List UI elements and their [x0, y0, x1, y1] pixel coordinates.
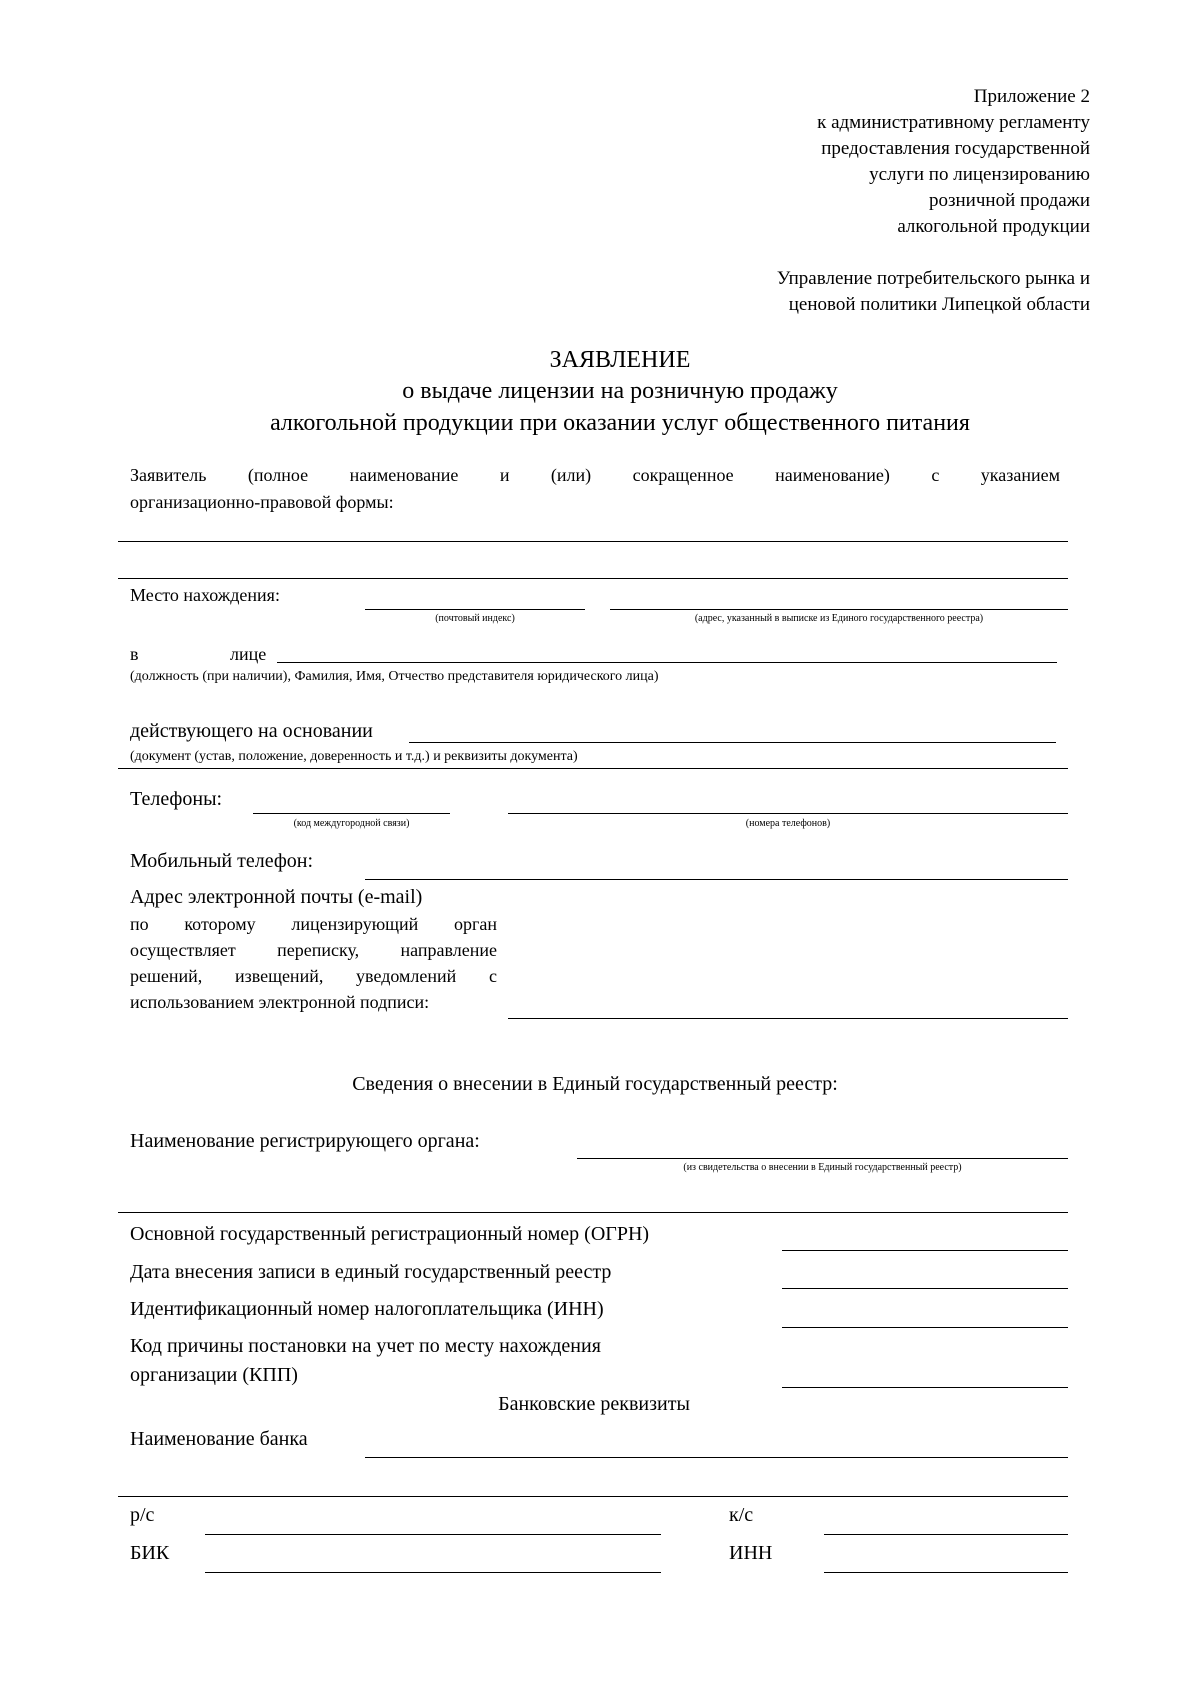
bank-name-field[interactable]: [365, 1427, 1068, 1458]
correspondent-account-field[interactable]: [824, 1504, 1068, 1535]
postal-code-caption: (почтовый индекс): [435, 613, 515, 624]
registry-date-label: Дата внесения записи в единый государственный реестр: [130, 1261, 612, 1283]
appendix-line: предоставления государственной: [821, 138, 1090, 159]
ogrn-field[interactable]: [782, 1220, 1068, 1251]
applicant-label: Заявитель (полное наименование и (или) сокращенное наименование) с указанием: [130, 465, 1060, 485]
bank-heading: Банковские реквизиты: [498, 1393, 690, 1415]
registration-body-field-line2[interactable]: [118, 1212, 1068, 1213]
basis-label: действующего на основании: [130, 720, 373, 742]
address-caption: (адрес, указанный в выписке из Единого государственного реестра): [694, 613, 984, 624]
bank-inn-field[interactable]: [824, 1542, 1068, 1573]
registry-date-field[interactable]: [782, 1258, 1068, 1289]
registry-heading: Сведения о внесении в Единый государственный реестр:: [352, 1073, 838, 1095]
ogrn-label: Основной государственный регистрационный номер (ОГРН): [130, 1223, 650, 1245]
location-label: Место нахождения:: [130, 585, 280, 605]
correspondent-account-label: к/с: [729, 1504, 754, 1526]
bik-label: БИК: [130, 1542, 170, 1564]
bik-field[interactable]: [205, 1542, 661, 1573]
inn-label: Идентификационный номер налогоплательщика (ИНН): [130, 1298, 604, 1320]
applicant-label-continued: организационно-правовой формы:: [130, 492, 394, 512]
kpp-field[interactable]: [782, 1357, 1068, 1388]
phone-numbers-field[interactable]: [508, 783, 1068, 814]
appendix-number: Приложение 2: [973, 86, 1090, 107]
inn-field[interactable]: [782, 1297, 1068, 1328]
phone-code-field[interactable]: [253, 783, 450, 814]
registration-body-caption: (из свидетельства о внесении в Единый государственный реестр): [683, 1162, 962, 1173]
authority-line: Управление потребительского рынка и: [776, 268, 1090, 289]
appendix-line: к административному регламенту: [817, 112, 1090, 133]
document-title: ЗАЯВЛЕНИЕ: [549, 347, 691, 373]
registration-body-field[interactable]: [577, 1128, 1068, 1159]
representative-caption: (должность (при наличии), Фамилия, Имя, Отчество представителя юридического лица): [130, 669, 659, 684]
mobile-phone-field[interactable]: [365, 849, 1068, 880]
basis-separator-line: [118, 768, 1068, 769]
phone-numbers-caption: (номера телефонов): [745, 818, 831, 829]
representative-field[interactable]: [277, 632, 1057, 663]
email-description-line: осуществляет переписку, направление: [130, 940, 497, 960]
document-subtitle: о выдаче лицензии на розничную продажу: [402, 378, 838, 404]
address-field[interactable]: [610, 579, 1068, 610]
email-description-last: использованием электронной подписи:: [130, 992, 430, 1012]
basis-caption: (документ (устав, положение, доверенность и т.д.) и реквизиты документа): [130, 749, 578, 764]
basis-field[interactable]: [409, 712, 1056, 743]
authority-line: ценовой политики Липецкой области: [788, 294, 1090, 315]
settlement-account-label: р/с: [130, 1504, 155, 1526]
settlement-account-field[interactable]: [205, 1504, 661, 1535]
bank-name-field-line2[interactable]: [118, 1496, 1068, 1497]
registration-body-label: Наименование регистрирующего органа:: [130, 1130, 480, 1152]
appendix-line: розничной продажи: [929, 190, 1090, 211]
mobile-label: Мобильный телефон:: [130, 850, 314, 872]
email-description-line: решений, извещений, уведомлений с: [130, 966, 497, 986]
phones-label: Телефоны:: [130, 788, 223, 810]
email-label: Адрес электронной почты (e-mail): [130, 886, 423, 908]
email-description-line: по которому лицензирующий орган: [130, 914, 497, 934]
kpp-label: Код причины постановки на учет по месту нахождения: [130, 1335, 601, 1357]
document-subtitle: алкогольной продукции при оказании услуг общественного питания: [270, 410, 970, 436]
postal-code-field[interactable]: [365, 579, 585, 610]
email-field[interactable]: [508, 988, 1068, 1019]
appendix-line: алкогольной продукции: [897, 216, 1090, 237]
bank-name-label: Наименование банка: [130, 1428, 308, 1450]
in-person-word-v: в: [130, 644, 139, 664]
kpp-label-continued: организации (КПП): [130, 1364, 298, 1386]
in-person-word-litse: лице: [230, 644, 267, 664]
applicant-name-field[interactable]: [118, 511, 1068, 542]
appendix-line: услуги по лицензированию: [869, 164, 1090, 185]
bank-inn-label: ИНН: [729, 1542, 773, 1564]
phone-code-caption: (код междугородной связи): [293, 818, 410, 829]
